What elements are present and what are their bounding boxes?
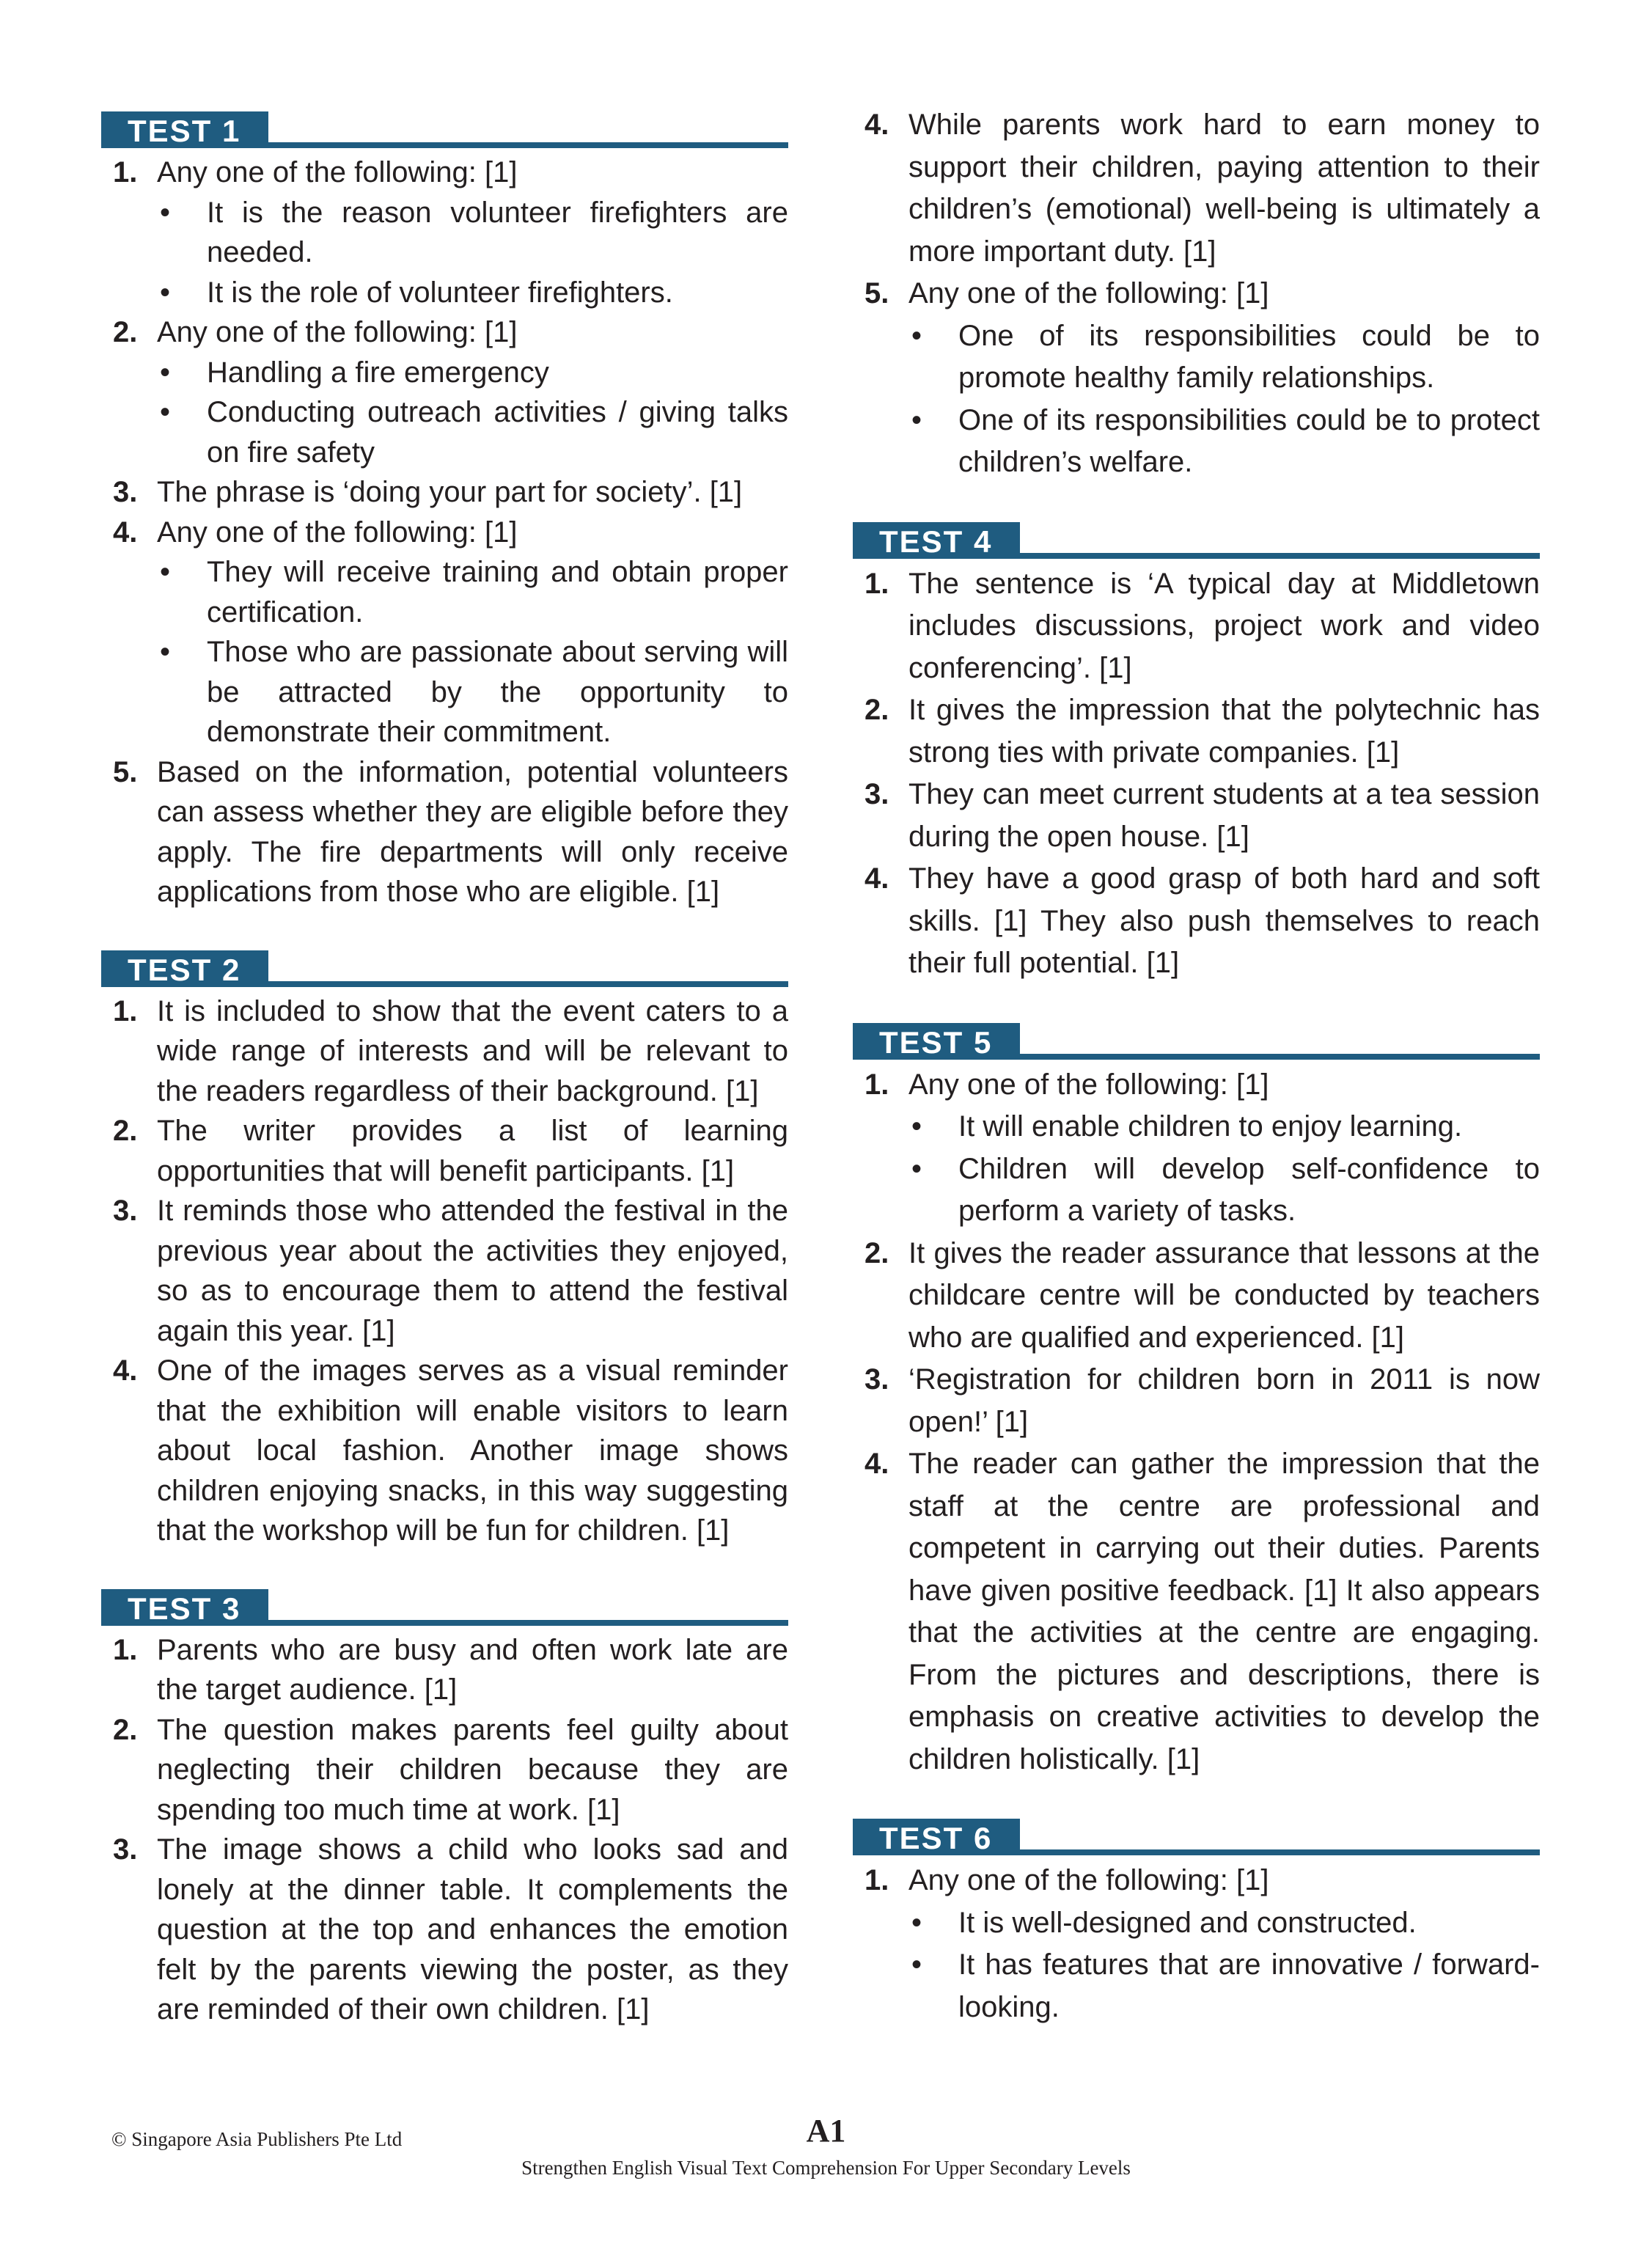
bullet-icon: • (911, 1110, 922, 1143)
question-number: 2. (113, 1115, 138, 1147)
question-item (101, 513, 788, 752)
answer-options (908, 1106, 1540, 1233)
question-number: 1. (864, 1068, 889, 1101)
question-item (853, 1233, 1540, 1360)
bullet-icon: • (160, 636, 171, 668)
left-column (101, 111, 788, 2068)
test-label: TEST 3 (101, 1589, 268, 1626)
answer-body (908, 1359, 1540, 1443)
question-number: 2. (113, 1713, 138, 1746)
option-text: It has features that are innovative / forward-looking. (958, 1948, 1540, 2023)
answer-body (908, 858, 1540, 985)
answer-body (908, 1443, 1540, 1781)
question-item (101, 312, 788, 472)
answer-text: The writer provides a list of learning opportunities that will benefit participants. [1] (157, 1115, 788, 1187)
question-item (101, 752, 788, 912)
question-item (853, 1860, 1540, 2028)
answer-body (908, 104, 1540, 273)
question-item (101, 1191, 788, 1351)
answer-option (157, 273, 788, 313)
question-number: 3. (113, 476, 138, 508)
test-header (853, 1819, 1540, 1855)
question-number: 2. (864, 694, 889, 726)
test-header (853, 1023, 1540, 1060)
answer-option (157, 632, 788, 752)
question-number: 1. (864, 1864, 889, 1896)
question-number: 3. (864, 778, 889, 810)
question-item (853, 858, 1540, 985)
bullet-icon: • (160, 396, 171, 428)
answer-text: Any one of the following: [1] (157, 516, 518, 549)
question-number: 2. (113, 316, 138, 348)
test-label: TEST 1 (101, 111, 268, 148)
answer-text: One of the images serves as a visual reminder that the exhibition will enable visitors to learn about local fashion. Another image shows children enjoying snacks, in this way suggesting that the workshop will be fun for children. [1] (157, 1354, 788, 1547)
answer-text: Any one of the following: [1] (908, 1068, 1269, 1101)
question-number: 1. (864, 567, 889, 600)
test-section (853, 1819, 1540, 2028)
answer-body (908, 1860, 1540, 2028)
question-item (853, 1359, 1540, 1443)
answer-option (908, 1106, 1540, 1148)
answer-text: Any one of the following: [1] (908, 277, 1269, 309)
answer-body (908, 774, 1540, 858)
test-label: TEST 6 (853, 1819, 1020, 1855)
question-item (101, 1630, 788, 1710)
answer-options (157, 193, 788, 313)
answer-option (157, 353, 788, 393)
test-header (853, 522, 1540, 559)
test-section (853, 1023, 1540, 1781)
test-section (853, 522, 1540, 985)
bullet-icon: • (911, 1906, 922, 1939)
answer-option (908, 1902, 1540, 1945)
bullet-icon: • (911, 1948, 922, 1981)
question-number: 2. (864, 1236, 889, 1269)
option-text: Conducting outreach activities / giving talks on fire safety (207, 396, 788, 469)
bullet-icon: • (160, 276, 171, 309)
question-number: 4. (864, 862, 889, 895)
question-item (101, 1710, 788, 1830)
test-section (101, 1589, 788, 2030)
answer-text: It is included to show that the event caters to a wide range of interests and will be relevant to the readers regardless of their background. [1] (157, 994, 788, 1107)
question-item (853, 563, 1540, 690)
question-number: 1. (113, 156, 138, 188)
bullet-icon: • (911, 403, 922, 436)
answer-text: The question makes parents feel guilty about neglecting their children because they are spending too much time at work. [1] (157, 1713, 788, 1826)
answer-option (157, 552, 788, 632)
answer-text: Any one of the following: [1] (157, 316, 518, 348)
answer-text: Parents who are busy and often work late are the target audience. [1] (157, 1633, 788, 1706)
question-item (853, 1443, 1540, 1781)
book-title: Strengthen English Visual Text Comprehension For Upper Secondary Levels (521, 2157, 1131, 2179)
answer-text: ‘Registration for children born in 2011 is now open!’ [1] (908, 1363, 1540, 1438)
answer-text: The phrase is ‘doing your part for society’. [1] (157, 476, 743, 508)
test-label: TEST 4 (853, 522, 1020, 559)
test-header (101, 1589, 788, 1626)
test-header (101, 950, 788, 987)
answer-text: They have a good grasp of both hard and soft skills. [1] They also push themselves to reach their full potential. [1] (908, 862, 1540, 979)
answer-text: The reader can gather the impression that the staff at the centre are professional and competent in carrying out their duties. Parents have given positive feedback. [1] It also appears that the activities at the centre are engaging. From the pictures and descriptions, there is emphasis on creative activities to develop the children holistically. [1] (908, 1448, 1540, 1775)
answer-body (908, 563, 1540, 690)
answer-body (908, 1233, 1540, 1360)
test-section (101, 950, 788, 1551)
answer-option (908, 315, 1540, 400)
bullet-icon: • (160, 556, 171, 588)
answer-text: While parents work hard to earn money to support their children, paying attention to their children’s (emotional) well-being is ultimately a more important duty. [1] (908, 109, 1540, 268)
question-item (853, 774, 1540, 858)
question-number: 5. (864, 277, 889, 309)
question-number: 4. (864, 109, 889, 141)
answer-body (908, 689, 1540, 774)
question-number: 4. (113, 1354, 138, 1387)
question-item (101, 153, 788, 312)
answer-body (157, 1710, 788, 1830)
option-text: Handling a fire emergency (207, 356, 549, 389)
test-section (853, 104, 1540, 484)
question-number: 3. (113, 1833, 138, 1866)
option-text: It will enable children to enjoy learning. (958, 1110, 1463, 1143)
option-text: One of its responsibilities could be to protect children’s welfare. (958, 403, 1540, 478)
question-number: 3. (864, 1363, 889, 1396)
answer-body (157, 752, 788, 912)
question-number: 4. (113, 516, 138, 549)
question-item (101, 1351, 788, 1551)
right-column (853, 104, 1540, 2067)
answer-text: Any one of the following: [1] (157, 156, 518, 188)
question-item (853, 104, 1540, 273)
option-text: They will receive training and obtain proper certification. (207, 556, 788, 628)
answer-body (157, 153, 788, 312)
option-text: It is well-designed and constructed. (958, 1906, 1417, 1939)
question-number: 4. (864, 1448, 889, 1480)
answer-text: Based on the information, potential volunteers can assess whether they are eligible before they apply. The fire departments will only receive applications from those who are eligible. [1] (157, 755, 788, 908)
answer-body (157, 1630, 788, 1710)
test-label: TEST 5 (853, 1023, 1020, 1060)
copyright-notice: © Singapore Asia Publishers Pte Ltd (111, 2128, 403, 2150)
question-number: 5. (113, 755, 138, 788)
option-text: It is the role of volunteer firefighters. (207, 276, 673, 309)
answer-options (157, 552, 788, 752)
answer-option (157, 193, 788, 273)
test-label: TEST 2 (101, 950, 268, 987)
answer-body (157, 1351, 788, 1551)
answer-body (908, 273, 1540, 484)
test-header (101, 111, 788, 148)
question-item (101, 991, 788, 1112)
answer-text: The image shows a child who looks sad and lonely at the dinner table. It complements the question at the top and enhances the emotion felt by the parents viewing the poster, as they are reminded of their own children. [1] (157, 1833, 788, 2025)
answer-body (157, 1830, 788, 2030)
answer-option (157, 392, 788, 472)
question-item (101, 1830, 788, 2030)
answer-text: It gives the impression that the polytechnic has strong ties with private companies. [1] (908, 694, 1540, 769)
page-number: A1 (806, 2113, 846, 2149)
answer-text: They can meet current students at a tea session during the open house. [1] (908, 778, 1540, 853)
answer-options (908, 1902, 1540, 2029)
answer-body (157, 513, 788, 752)
answer-body (157, 472, 788, 513)
answer-option (908, 400, 1540, 484)
answer-options (157, 353, 788, 473)
answer-options (908, 315, 1540, 484)
bullet-icon: • (160, 196, 171, 229)
question-item (101, 1111, 788, 1191)
question-item (853, 689, 1540, 774)
option-text: One of its responsibilities could be to promote healthy family relationships. (958, 319, 1540, 394)
question-item (101, 472, 788, 513)
option-text: It is the reason volunteer firefighters are needed. (207, 196, 788, 268)
answer-text: It reminds those who attended the festival in the previous year about the activities they enjoyed, so as to encourage them to attend the festival again this year. [1] (157, 1195, 788, 1347)
answer-body (157, 991, 788, 1112)
question-item (853, 1064, 1540, 1233)
answer-option (908, 1148, 1540, 1233)
question-number: 1. (113, 994, 138, 1027)
answer-body (157, 312, 788, 472)
option-text: Children will develop self-confidence to perform a variety of tasks. (958, 1152, 1540, 1227)
answer-option (908, 1944, 1540, 2028)
test-section (101, 111, 788, 912)
option-text: Those who are passionate about serving will be attracted by the opportunity to demonstrate their commitment. (207, 636, 788, 748)
answer-body (908, 1064, 1540, 1233)
answer-body (157, 1191, 788, 1351)
answer-body (157, 1111, 788, 1191)
bullet-icon: • (911, 1152, 922, 1185)
question-item (853, 273, 1540, 484)
question-number: 3. (113, 1195, 138, 1227)
bullet-icon: • (160, 356, 171, 389)
answer-text: It gives the reader assurance that lessons at the childcare centre will be conducted by teachers who are qualified and experienced. [1] (908, 1236, 1540, 1354)
answer-text: The sentence is ‘A typical day at Middletown includes discussions, project work and video conferencing’. [1] (908, 567, 1540, 684)
bullet-icon: • (911, 319, 922, 352)
question-number: 1. (113, 1633, 138, 1666)
answer-text: Any one of the following: [1] (908, 1864, 1269, 1896)
